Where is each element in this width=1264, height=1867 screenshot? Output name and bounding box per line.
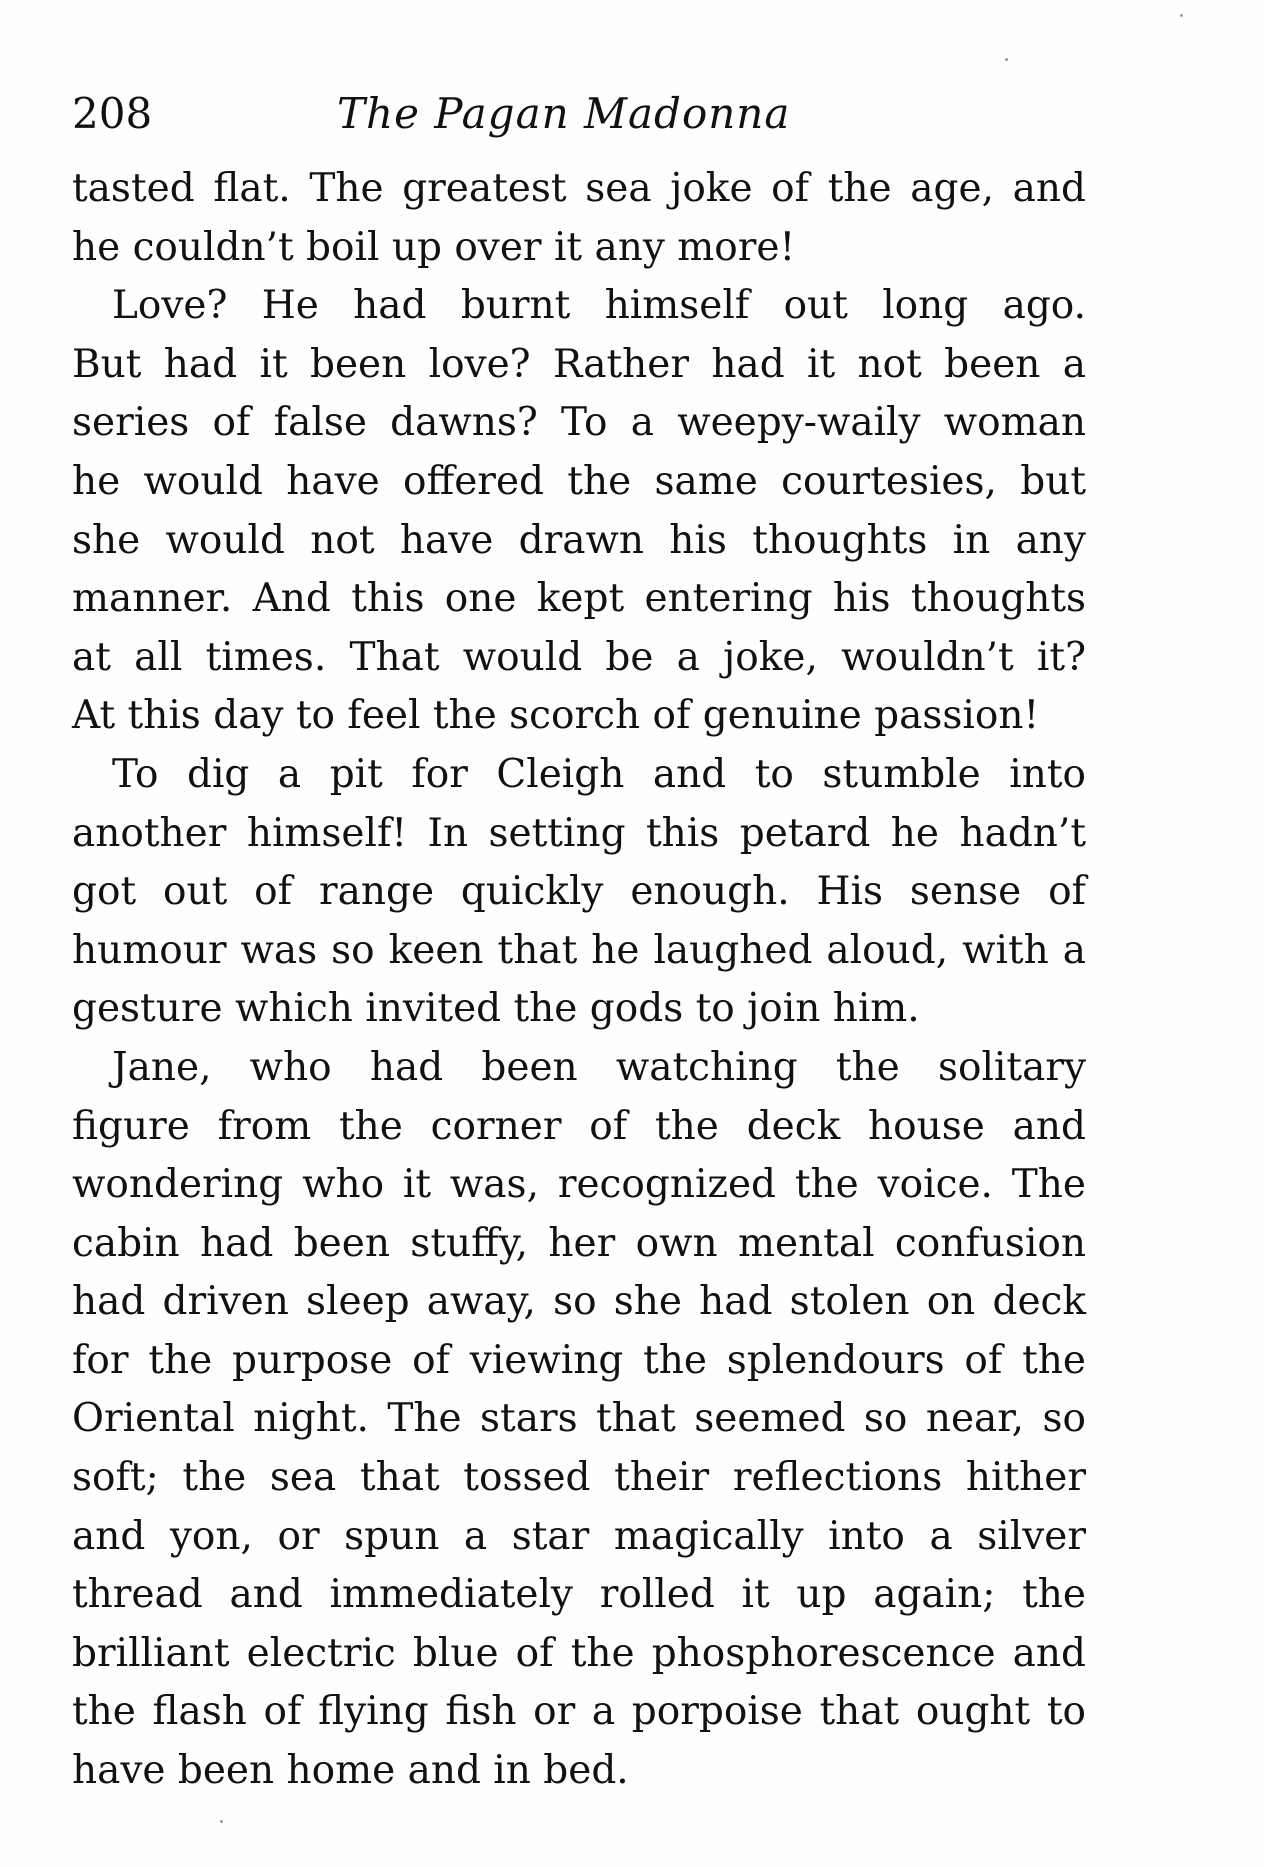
text-line: he couldn’t boil up over it any more!	[72, 224, 796, 270]
text-line: manner. And this one kept entering his thoughts	[72, 576, 1086, 622]
text-line: Love? He had burnt himself out long ago.	[112, 283, 1086, 329]
text-line: To dig a pit for Cleigh and to stumble into	[112, 751, 1086, 797]
paragraph	[72, 160, 1086, 277]
text-line: and yon, or spun a star magically into a silver	[72, 1513, 1086, 1559]
paper-speck	[220, 1820, 223, 1823]
text-line: have been home and in bed.	[72, 1748, 629, 1794]
text-line: cabin had been stuffy, her own mental confusion	[72, 1220, 1086, 1266]
text-line: got out of range quickly enough. His sense of	[72, 869, 1086, 915]
text-line: series of false dawns? To a weepy-waily woman	[72, 400, 1086, 446]
text-line: Oriental night. The stars that seemed so near, so	[72, 1396, 1086, 1442]
running-title: The Pagan Madonna	[337, 89, 791, 138]
text-line: Jane, who had been watching the solitary	[112, 1044, 1086, 1090]
text-line: had driven sleep away, so she had stolen on deck	[72, 1279, 1086, 1325]
text-line: for the purpose of viewing the splendours of the	[72, 1337, 1086, 1383]
text-line: figure from the corner of the deck house and	[72, 1103, 1086, 1149]
paragraph	[72, 746, 1086, 1039]
text-line: gesture which invited the gods to join him.	[72, 986, 920, 1032]
text-line: At this day to feel the scorch of genuine passion!	[72, 693, 1040, 739]
paper-speck	[1180, 14, 1183, 17]
page-number: 208	[72, 89, 153, 138]
text-line: wondering who it was, recognized the voice. The	[72, 1162, 1086, 1208]
text-line: she would not have drawn his thoughts in any	[72, 517, 1086, 563]
paragraph	[72, 1039, 1086, 1801]
body-text	[72, 160, 1086, 1801]
text-line: tasted flat. The greatest sea joke of the age, and	[72, 166, 1086, 211]
text-line: the flash of flying fish or a porpoise that ought to	[72, 1689, 1086, 1735]
text-line: at all times. That would be a joke, wouldn’t it?	[72, 634, 1086, 680]
text-line: humour was so keen that he laughed aloud, with a	[72, 927, 1086, 973]
page-header	[72, 84, 1092, 144]
paragraph	[72, 277, 1086, 746]
text-line: soft; the sea that tossed their reflections hither	[72, 1455, 1086, 1501]
text-line: another himself! In setting this petard he hadn’t	[72, 810, 1086, 856]
text-line: he would have offered the same courtesies, but	[72, 458, 1086, 504]
text-line: But had it been love? Rather had it not been a	[72, 341, 1086, 387]
paper-speck	[1005, 58, 1008, 61]
text-line: thread and immediately rolled it up again; the	[72, 1572, 1086, 1618]
text-line: brilliant electric blue of the phosphorescence and	[72, 1630, 1086, 1676]
